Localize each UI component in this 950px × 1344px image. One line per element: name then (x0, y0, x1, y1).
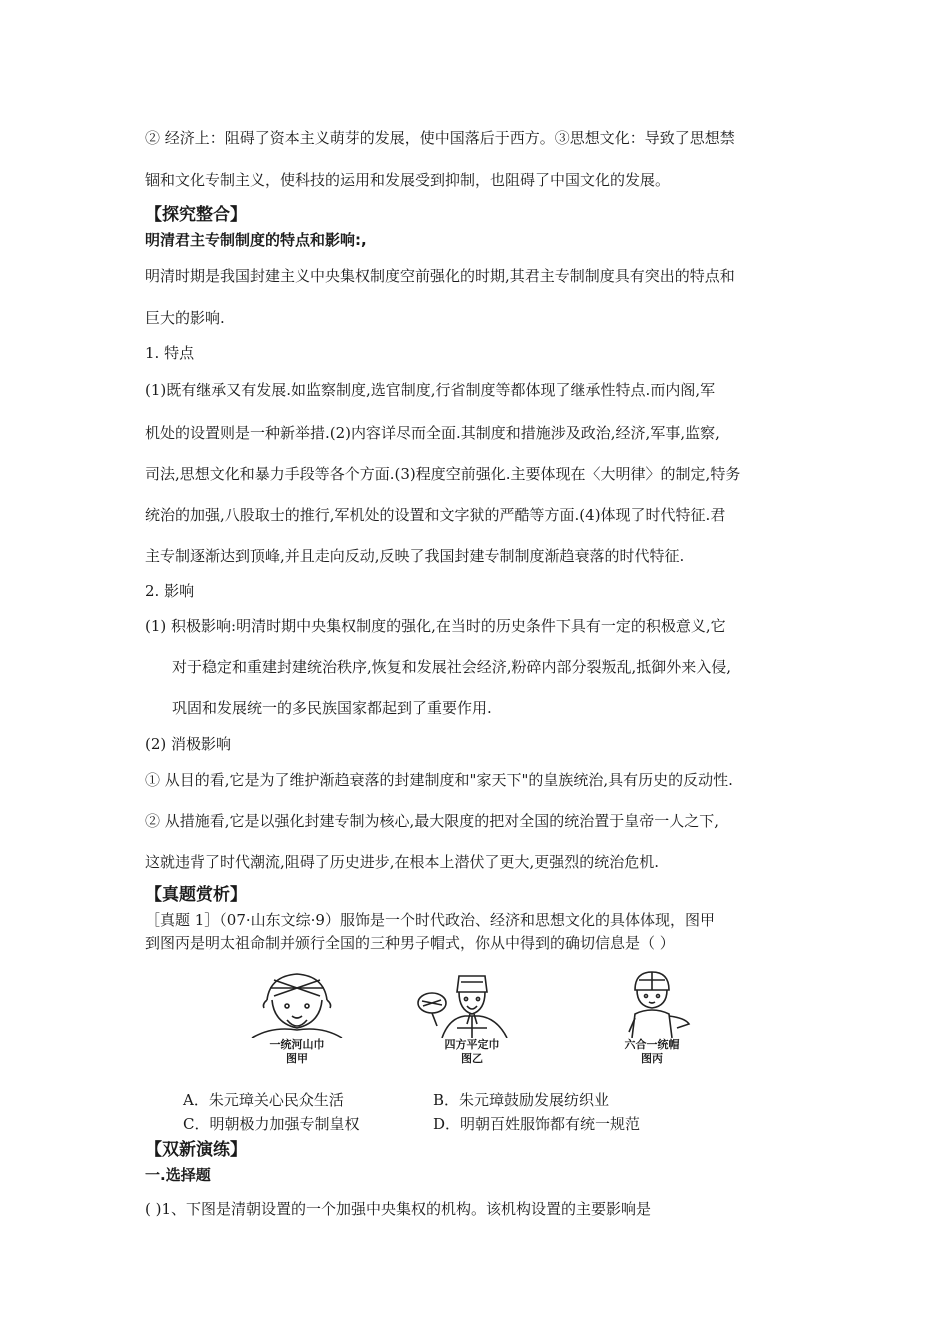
paragraph-line: (2) 消极影响 (145, 735, 232, 753)
option-d[interactable]: D．明朝百姓服饰都有统一规范 (433, 1115, 641, 1133)
section-heading-tanjiu: 【探究整合】 (145, 205, 247, 225)
hat-tongyi-heshan-icon (222, 968, 372, 1038)
figure-caption: 一统河山巾 (269, 1038, 325, 1051)
hat-liuhe-yitong-icon (577, 968, 727, 1038)
question-text: ［真题 1］（07·山东文综·9）服饰是一个时代政治、经济和思想文化的具体体现，图甲 (145, 911, 715, 929)
subheading-xuanze: 一.选择题 (145, 1166, 211, 1184)
figure-label: 图甲 (286, 1052, 308, 1065)
section-heading-zhenti: 【真题赏析】 (145, 885, 247, 905)
option-b[interactable]: B．朱元璋鼓励发展纺织业 (433, 1091, 610, 1109)
paragraph-line: ① 从目的看,它是为了维护渐趋衰落的封建制度和"家天下"的皇族统治,具有历史的反动性. (145, 771, 733, 789)
paragraph-line: 巩固和发展统一的多民族国家都起到了重要作用. (172, 699, 492, 717)
figure-item-jia (222, 968, 372, 1068)
paragraph-line: 锢和文化专制主义，使科技的运用和发展受到抑制，也阻碍了中国文化的发展。 (145, 171, 671, 189)
paragraph-line: 司法,思想文化和暴力手段等各个方面.(3)程度空前强化.主要体现在〈大明律〉的制定,特务 (145, 465, 741, 483)
paragraph-line: 巨大的影响. (145, 309, 225, 327)
paragraph-line: (1) 积极影响:明清时期中央集权制度的强化,在当时的历史条件下具有一定的积极意义,它 (145, 617, 726, 635)
paragraph-line: ② 从措施看,它是以强化封建专制为核心,最大限度的把对全国的统治置于皇帝一人之下, (145, 812, 720, 830)
list-heading-yingxiang: 2. 影响 (145, 582, 195, 600)
paragraph-line: 统治的加强,八股取士的推行,军机处的设置和文字狱的严酷等方面.(4)体现了时代特征.君 (145, 506, 726, 524)
paragraph-line: 机处的设置则是一种新举措.(2)内容详尽而全面.其制度和措施涉及政治,经济,军事,监察, (145, 424, 720, 442)
section-heading-shuangxin: 【双新演练】 (145, 1140, 247, 1160)
figure-label: 图乙 (461, 1052, 483, 1065)
figure-caption: 四方平定巾 (444, 1038, 500, 1051)
figure-label: 图丙 (641, 1052, 663, 1065)
paragraph-line: 明清时期是我国封建主义中央集权制度空前强化的时期,其君主专制制度具有突出的特点和 (145, 267, 735, 285)
option-c[interactable]: C．明朝极力加强专制皇权 (183, 1115, 360, 1133)
question-text: 到图丙是明太祖命制并颁行全国的三种男子帽式，你从中得到的确切信息是（ ） (145, 934, 675, 952)
paragraph-line: 这就违背了时代潮流,阻碍了历史进步,在根本上潜伏了更大,更强烈的统治危机. (145, 853, 660, 871)
list-heading-tedian: 1. 特点 (145, 344, 195, 362)
paragraph-line: ② 经济上：阻碍了资本主义萌芽的发展，使中国落后于西方。③思想文化：导致了思想禁 (145, 129, 735, 147)
paragraph-line: (1)既有继承又有发展.如监察制度,选官制度,行省制度等都体现了继承性特点.而内阁,军 (145, 381, 716, 399)
question-text: ( )1、下图是清朝设置的一个加强中央集权的机构。该机构设置的主要影响是 (145, 1200, 652, 1218)
hat-sifang-pingding-icon (397, 968, 547, 1038)
subheading-mingqing: 明清君主专制制度的特点和影响:, (145, 231, 367, 249)
option-a[interactable]: A．朱元璋关心民众生活 (183, 1091, 344, 1109)
figure-item-bing (577, 968, 727, 1068)
paragraph-line: 主专制逐渐达到顶峰,并且走向反动,反映了我国封建专制制度渐趋衰落的时代特征. (145, 547, 685, 565)
hat-figure (222, 968, 742, 1068)
figure-caption: 六合一统帽 (624, 1038, 680, 1051)
figure-item-yi (397, 968, 547, 1068)
paragraph-line: 对于稳定和重建封建统治秩序,恢复和发展社会经济,粉碎内部分裂叛乱,抵御外来入侵, (172, 658, 732, 676)
